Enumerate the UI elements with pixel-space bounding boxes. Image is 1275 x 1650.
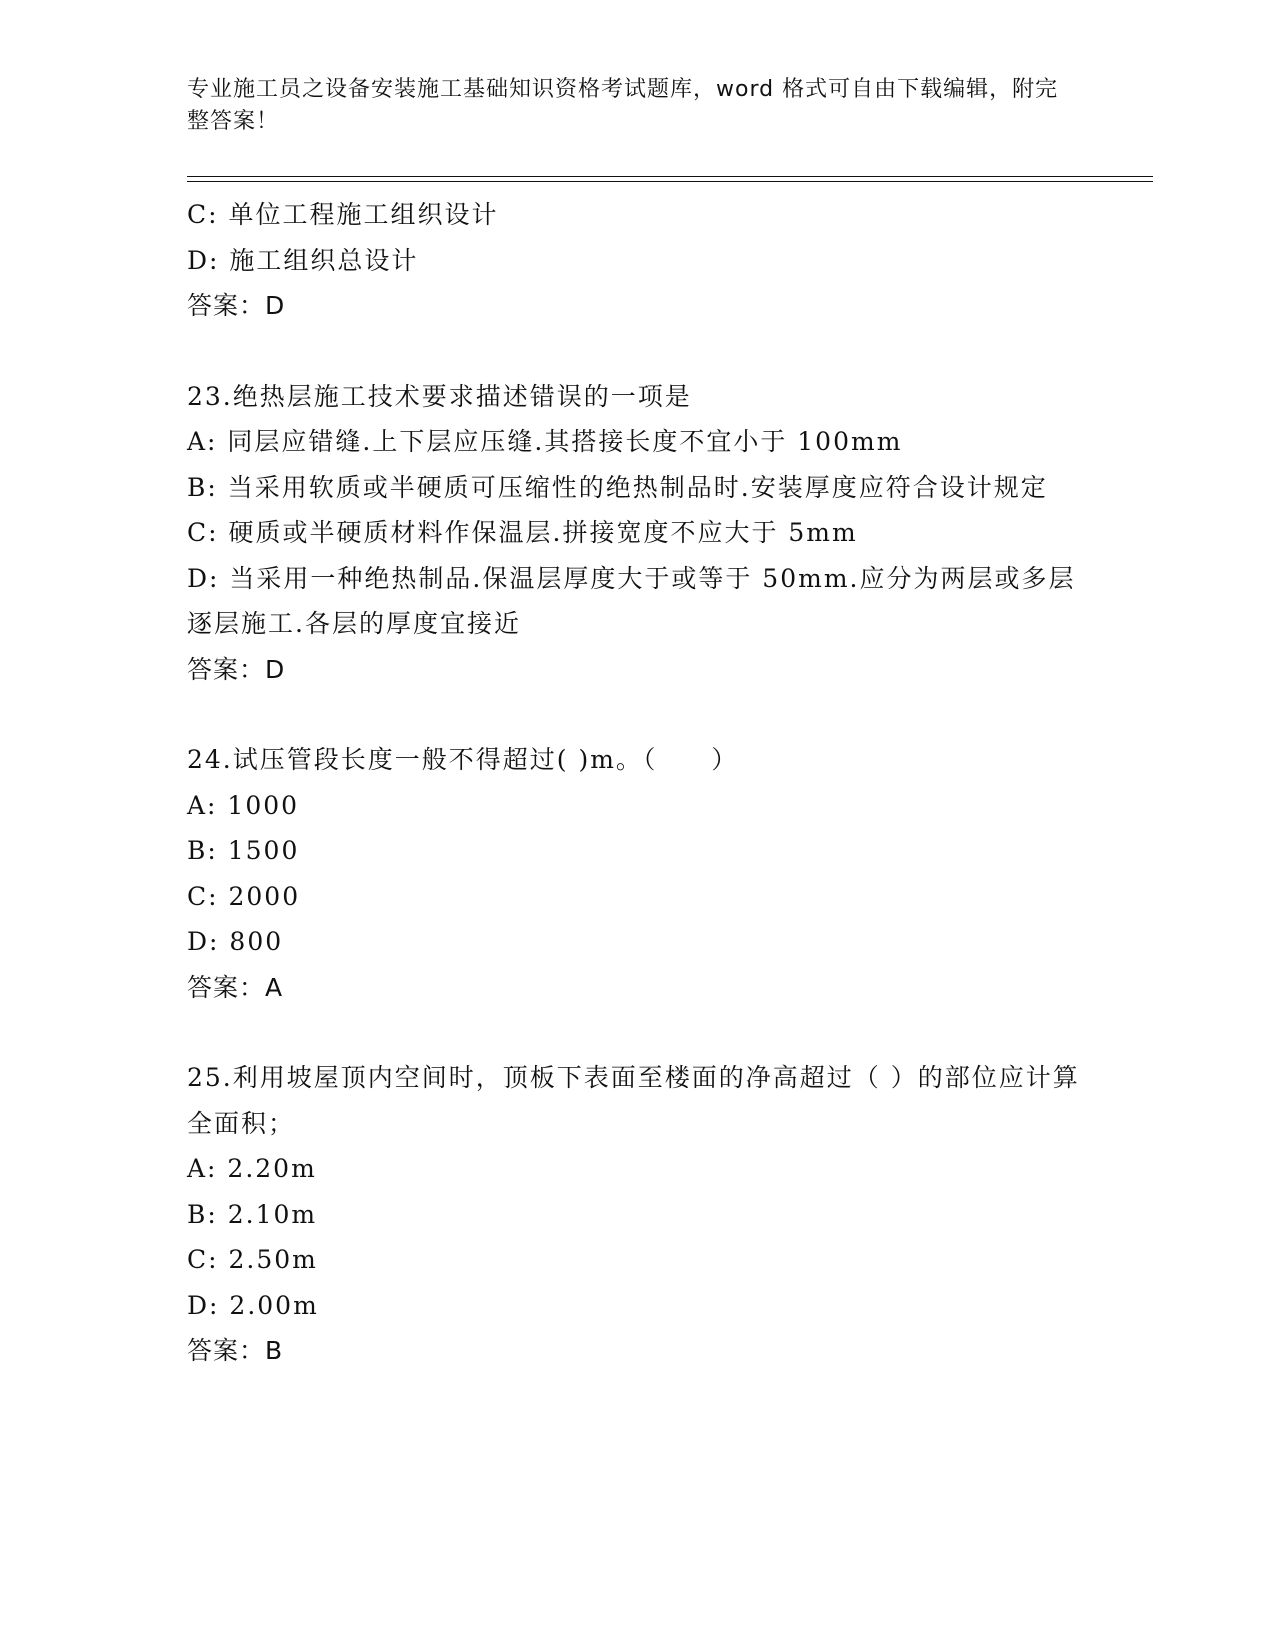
header-divider-top [187, 176, 1153, 177]
spacer [187, 329, 1087, 374]
option-c: C: 单位工程施工组织设计 [187, 200, 499, 229]
answer: 答案：B [187, 1336, 284, 1365]
question-23 [187, 374, 1087, 693]
question-stem: 24.试压管段长度一般不得超过( )m。（ ） [187, 745, 739, 774]
document-header: 专业施工员之设备安装施工基础知识资格考试题库，word 格式可自由下载编辑，附完整答案！ [187, 77, 1059, 134]
option-b: B: 当采用软质或半硬质可压缩性的绝热制品时.安装厚度应符合设计规定 [187, 472, 1048, 502]
option-a: A: 1000 [187, 790, 300, 820]
option-c: C: 2000 [187, 881, 301, 911]
option-b: B: 1500 [187, 836, 300, 865]
answer: 答案：D [187, 291, 286, 320]
question-fragment [187, 192, 1087, 329]
option-a: A: 2.20m [187, 1154, 317, 1183]
option-d: D: 当采用一种绝热制品.保温层厚度大于或等于 50mm.应分为两层或多层逐层施工.各层的厚度宜接近 [187, 563, 1076, 638]
option-a: A: 同层应错缝.上下层应压缝.其搭接长度不宜小于 100mm [187, 427, 903, 456]
option-c: C: 硬质或半硬质材料作保温层.拼接宽度不应大于 5mm [187, 518, 858, 547]
header-divider-bottom [187, 181, 1153, 182]
question-25 [187, 1055, 1087, 1374]
option-d: D: 2.00m [187, 1290, 319, 1320]
option-d: D: 800 [187, 927, 284, 956]
option-b: B: 2.10m [187, 1199, 318, 1229]
option-c: C: 2.50m [187, 1245, 318, 1274]
option-d: D: 施工组织总设计 [187, 245, 419, 275]
spacer [187, 1010, 1087, 1055]
question-stem: 25.利用坡屋顶内空间时，顶板下表面至楼面的净高超过（ ）的部位应计算全面积； [187, 1063, 1080, 1138]
answer: 答案：D [187, 654, 286, 684]
question-content [187, 192, 1087, 1374]
spacer [187, 692, 1087, 737]
question-stem: 23.绝热层施工技术要求描述错误的一项是 [187, 381, 692, 411]
answer: 答案：A [187, 972, 284, 1002]
question-24 [187, 737, 1087, 1010]
